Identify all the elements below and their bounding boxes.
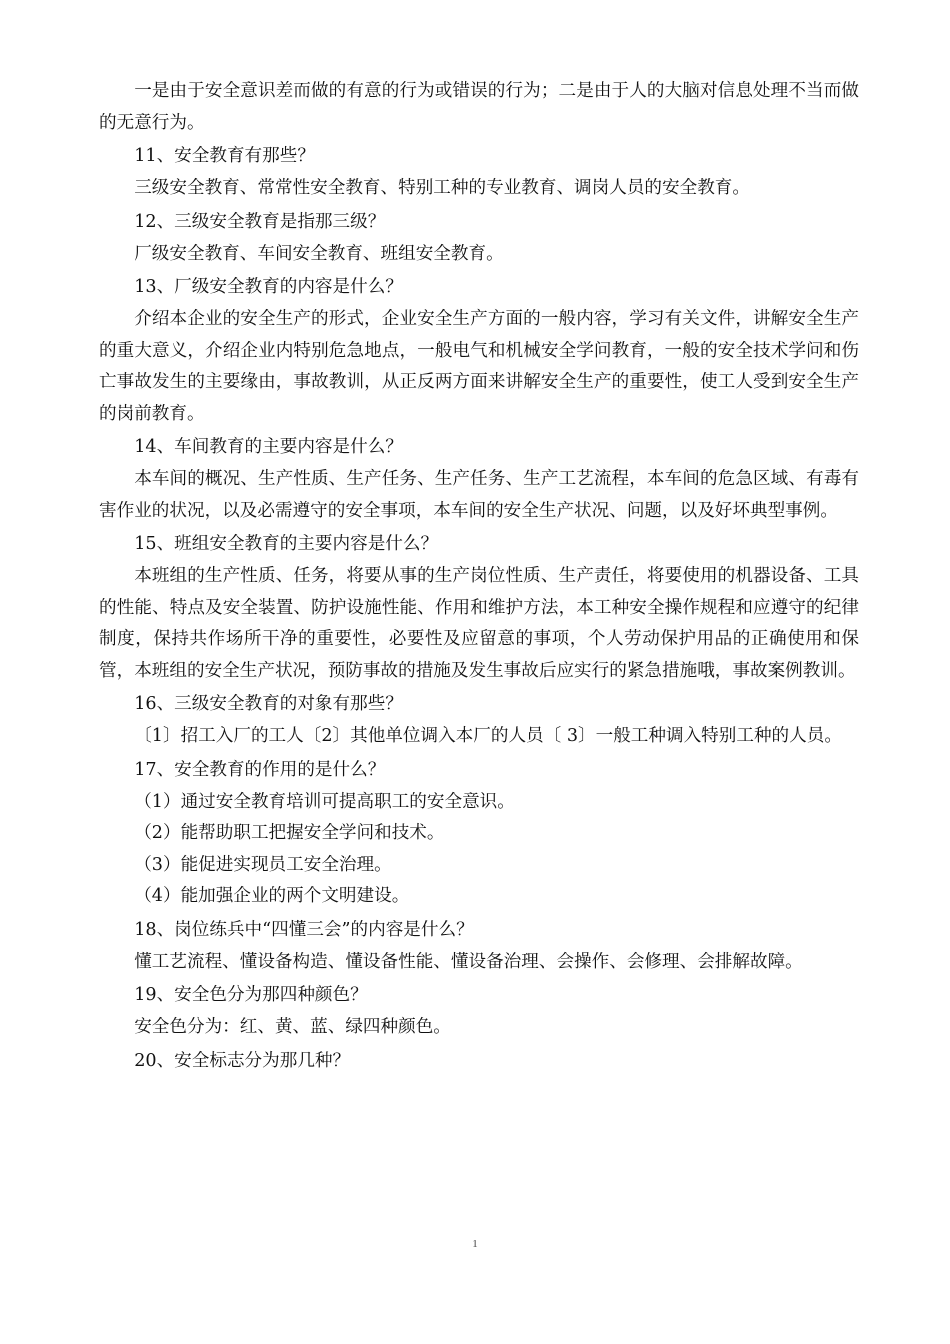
page-number: 1 [472, 1238, 478, 1250]
answer-paragraph: 本班组的生产性质、任务，将要从事的生产岗位性质、生产责任，将要使用的机器设备、工具的性能、特点及安全装置、防护设施性能、作用和维护方法，本工种安全操作规程和应遵守的纪律制度，保持共作场所干净的重要性，必要性及应留意的事项，个人劳动保护用品的正确使用和保管，本班组的安全生产状况，预防事故的措施及发生事故后应实行的紧急措施哦，事故案例教训。 [99, 566, 859, 681]
question-heading: 18、岗位练兵中“四懂三会”的内容是什么？ [134, 919, 474, 940]
question-heading: 14、车间教育的主要内容是什么？ [134, 437, 403, 457]
answer-paragraph: 懂工艺流程、懂设备构造、懂设备性能、懂设备治理、会操作、会修理、会排解故障。 [134, 951, 803, 972]
answer-paragraph: （2）能帮助职工把握安全学问和技术。 [134, 823, 445, 843]
answer-paragraph: 三级安全教育、常常性安全教育、特别工种的专业教育、调岗人员的安全教育。 [134, 178, 750, 198]
answer-paragraph: （4）能加强企业的两个文明建设。 [134, 886, 410, 906]
answer-paragraph: （3）能促进实现员工安全治理。 [134, 854, 392, 875]
document-body [99, 76, 859, 1078]
answer-paragraph: 本车间的概况、生产性质、生产任务、生产任务、生产工艺流程，本车间的危急区域、有毒有害作业的状况，以及必需遵守的安全事项，本车间的安全生产状况、问题，以及好坏典型事例。 [99, 469, 859, 521]
question-heading: 12、三级安全教育是指那三级？ [134, 211, 386, 232]
question-heading: 13、厂级安全教育的内容是什么？ [134, 277, 403, 297]
question-heading: 20、安全标志分为那几种？ [134, 1050, 351, 1071]
answer-paragraph: 厂级安全教育、车间安全教育、班组安全教育。 [134, 243, 504, 264]
answer-paragraph: 介绍本企业的安全生产的形式，企业安全生产方面的一般内容，学习有关文件，讲解安全生产的重大意义，介绍企业内特别危急地点，一般电气和机械安全学问教育，一般的安全技术学问和伤亡事故发生的主要缘由，事故教训，从正反两方面来讲解安全生产的重要性，使工人受到安全生产的岗前教育。 [99, 309, 859, 424]
question-heading: 16、三级安全教育的对象有那些？ [134, 694, 403, 714]
question-heading: 17、安全教育的作用的是什么？ [134, 759, 386, 780]
answer-paragraph: 〔1〕招工入厂的工人〔2〕其他单位调入本厂的人员〔 3〕一般工种调入特别工种的人员。 [134, 726, 842, 746]
answer-paragraph: （1）通过安全教育培训可提高职工的安全意识。 [134, 791, 515, 812]
question-heading: 19、安全色分为那四种颜色？ [134, 985, 368, 1005]
answer-paragraph: 安全色分为：红、黄、蓝、绿四种颜色。 [134, 1017, 451, 1037]
question-heading: 15、班组安全教育的主要内容是什么？ [134, 534, 439, 554]
question-heading: 11、安全教育有那些？ [134, 146, 315, 166]
answer-paragraph: 一是由于安全意识差而做的有意的行为或错误的行为；二是由于人的大脑对信息处理不当而做的无意行为。 [99, 81, 859, 133]
